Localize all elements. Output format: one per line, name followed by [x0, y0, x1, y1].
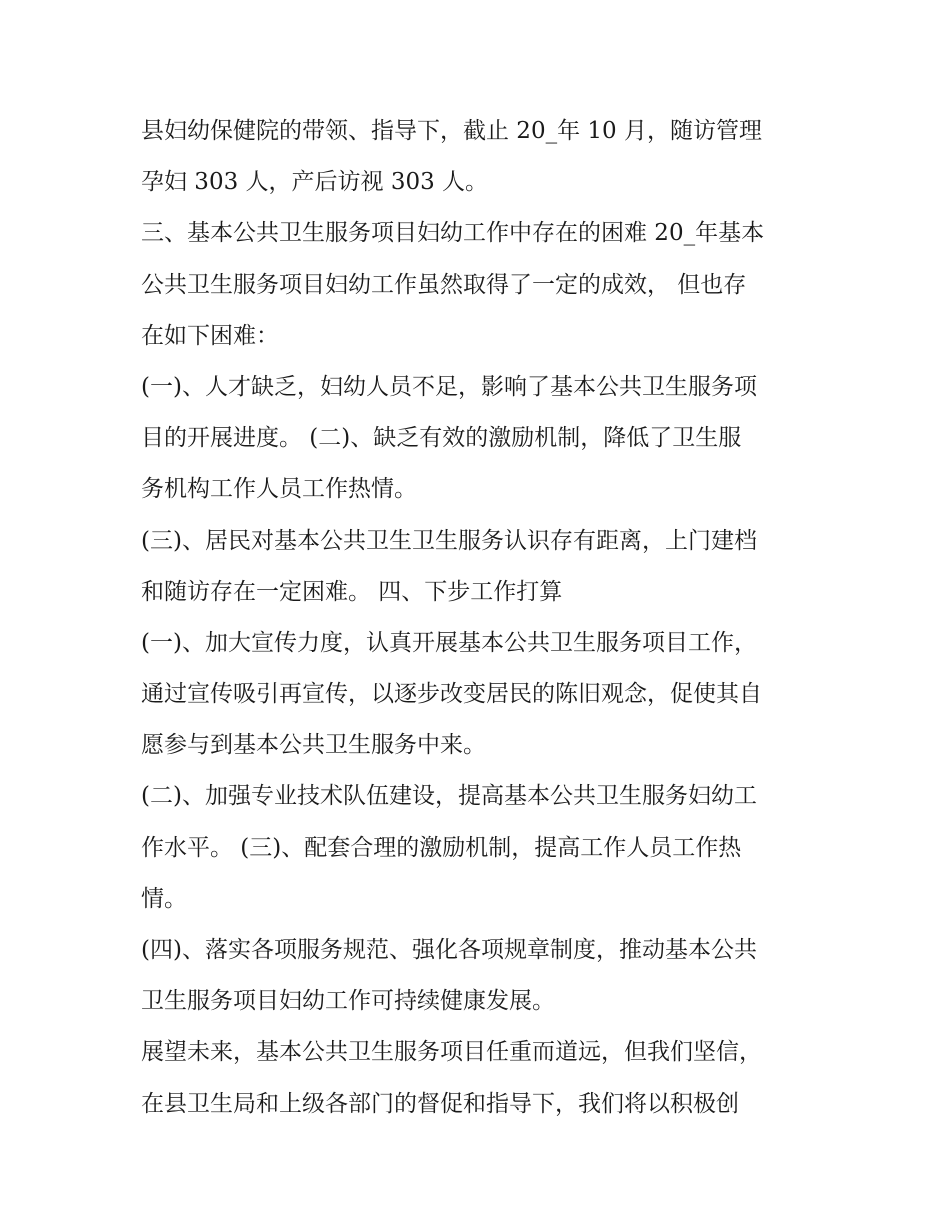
text-line: (二)、加强专业技术队伍建设，提高基本公共卫生服务妇幼工 [141, 783, 757, 810]
text-line: (三)、居民对基本公共卫生卫生服务认识存有距离，上门建档 [141, 527, 757, 554]
text-line: 县妇幼保健院的带领、指导下，截止 20_年 10 月，随访管理 [141, 118, 762, 144]
text-line: 目的开展进度。 (二)、缺乏有效的激励机制，降低了卫生服 [141, 425, 742, 452]
text-line: (一)、人才缺乏，妇幼人员不足，影响了基本公共卫生服务项 [141, 373, 757, 400]
text-line: 在县卫生局和上级各部门的督促和指导下，我们将以积极创 [141, 1090, 739, 1117]
text-line: 展望未来，基本公共卫生服务项目任重而道远，但我们坚信， [141, 1039, 762, 1066]
text-line: 和随访存在一定困难。 四、下步工作打算 [141, 578, 563, 605]
text-line: 公共卫生服务项目妇幼工作虽然取得了一定的成效， 但也存 [141, 271, 747, 298]
text-line: 在如下困难： [141, 322, 279, 349]
text-line: 孕妇 303 人，产后访视 303 人。 [141, 169, 489, 196]
text-line: 三、基本公共卫生服务项目妇幼工作中存在的困难 20_年基本 [141, 220, 765, 247]
text-line: (一)、加大宣传力度，认真开展基本公共卫生服务项目工作， [141, 629, 757, 656]
text-line: 情。 [141, 885, 187, 912]
text-line: 通过宣传吸引再宣传，以逐步改变居民的陈旧观念，促使其自 [141, 681, 762, 708]
text-line: 务机构工作人员工作热情。 [141, 476, 417, 503]
document-body [141, 106, 821, 1130]
text-line: 作水平。 (三)、配套合理的激励机制，提高工作人员工作热 [141, 834, 742, 861]
text-line: (四)、落实各项服务规范、强化各项规章制度，推动基本公共 [141, 937, 757, 963]
text-line: 卫生服务项目妇幼工作可持续健康发展。 [141, 988, 555, 1015]
text-line: 愿参与到基本公共卫生服务中来。 [141, 732, 486, 759]
